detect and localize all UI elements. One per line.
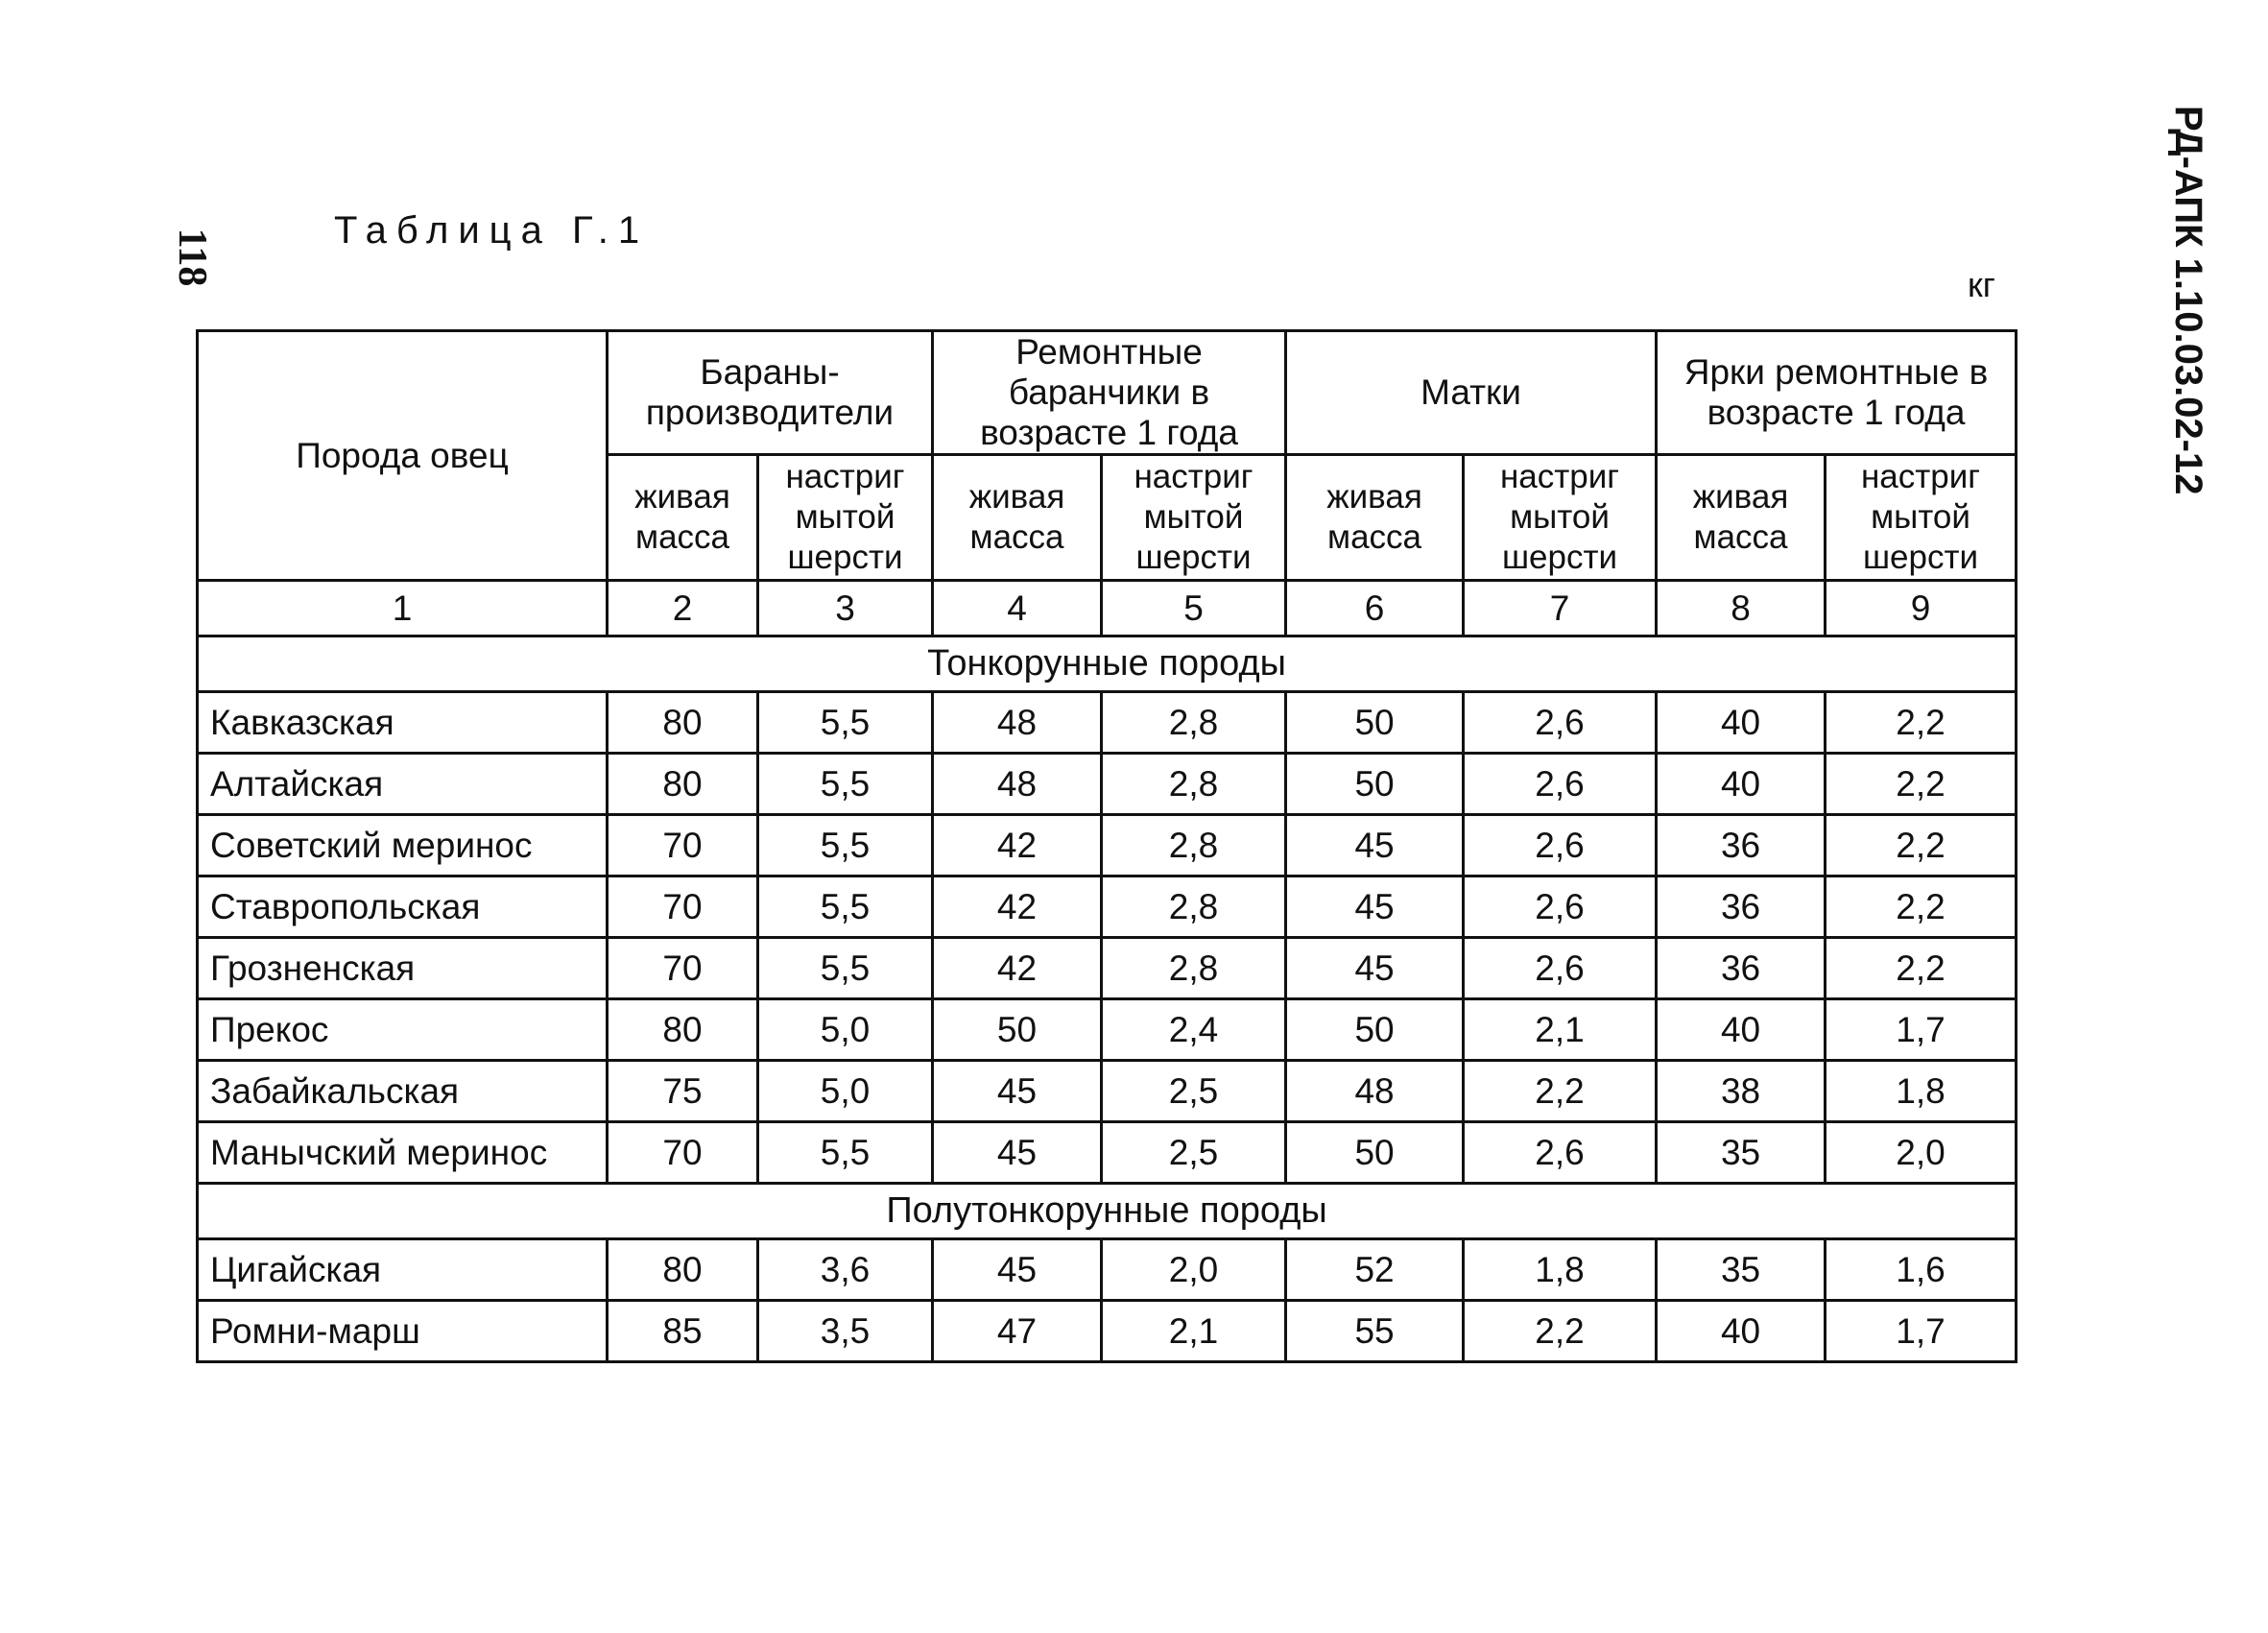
table-row [198,754,2017,815]
value-cell: 2,4 [1102,999,1286,1061]
table-row [198,1061,2017,1122]
table-row [198,815,2017,877]
value-cell: 45 [1286,815,1464,877]
section-title: Полутонкорунные породы [198,1184,2017,1239]
value-cell: 2,6 [1464,1122,1657,1184]
value-cell: 36 [1657,815,1826,877]
value-cell: 2,2 [1826,692,2017,754]
value-cell: 80 [608,754,758,815]
value-cell: 45 [933,1239,1102,1301]
value-cell: 2,8 [1102,815,1286,877]
value-cell: 2,6 [1464,877,1657,938]
value-cell: 42 [933,877,1102,938]
value-cell: 5,5 [758,815,933,877]
breed-name-cell: Кавказская [198,692,608,754]
column-number: 7 [1464,581,1657,636]
column-number: 1 [198,581,608,636]
breed-name-cell: Цигайская [198,1239,608,1301]
value-cell: 1,7 [1826,1301,2017,1362]
value-cell: 1,7 [1826,999,2017,1061]
breed-name-cell: Советский меринос [198,815,608,877]
value-cell: 38 [1657,1061,1826,1122]
value-cell: 45 [933,1122,1102,1184]
value-cell: 2,8 [1102,754,1286,815]
header-sub-wool-clip: настриг мытой шерсти [1102,455,1286,581]
value-cell: 52 [1286,1239,1464,1301]
value-cell: 2,2 [1464,1301,1657,1362]
header-sub-wool-clip: настриг мытой шерсти [1826,455,2017,581]
value-cell: 1,8 [1826,1061,2017,1122]
value-cell: 5,5 [758,754,933,815]
header-group-rams: Бараны-производители [608,331,933,455]
column-number: 5 [1102,581,1286,636]
value-cell: 5,5 [758,877,933,938]
breed-name-cell: Ромни-марш [198,1301,608,1362]
value-cell: 36 [1657,938,1826,999]
value-cell: 2,0 [1102,1239,1286,1301]
table-row [198,877,2017,938]
value-cell: 80 [608,999,758,1061]
value-cell: 40 [1657,692,1826,754]
value-cell: 35 [1657,1239,1826,1301]
value-cell: 70 [608,1122,758,1184]
table-row [198,1122,2017,1184]
table-row [198,1239,2017,1301]
value-cell: 5,5 [758,938,933,999]
value-cell: 48 [933,692,1102,754]
table-row [198,938,2017,999]
header-group-yearling-ewes: Ярки ремонтные в возрасте 1 года [1657,331,2017,455]
value-cell: 1,8 [1464,1239,1657,1301]
value-cell: 2,6 [1464,815,1657,877]
table-header [198,331,2017,636]
value-cell: 75 [608,1061,758,1122]
value-cell: 45 [1286,877,1464,938]
value-cell: 2,8 [1102,692,1286,754]
table-row [198,1301,2017,1362]
value-cell: 2,1 [1464,999,1657,1061]
breed-name-cell: Забайкальская [198,1061,608,1122]
header-breed: Порода овец [198,331,608,581]
table-row [198,692,2017,754]
value-cell: 40 [1657,1301,1826,1362]
value-cell: 55 [1286,1301,1464,1362]
page-number: 118 [170,228,214,287]
value-cell: 2,6 [1464,938,1657,999]
breed-name-cell: Прекос [198,999,608,1061]
value-cell: 2,1 [1102,1301,1286,1362]
value-cell: 2,8 [1102,938,1286,999]
header-sub-live-weight: живая масса [933,455,1102,581]
value-cell: 80 [608,692,758,754]
value-cell: 2,2 [1826,815,2017,877]
value-cell: 2,2 [1826,877,2017,938]
section-row [198,636,2017,692]
table-body [198,636,2017,1362]
column-number: 2 [608,581,758,636]
table-caption: Таблица Г.1 [334,209,650,252]
column-number: 9 [1826,581,2017,636]
value-cell: 2,2 [1826,938,2017,999]
value-cell: 3,6 [758,1239,933,1301]
value-cell: 5,0 [758,1061,933,1122]
value-cell: 50 [1286,754,1464,815]
value-cell: 45 [1286,938,1464,999]
value-cell: 70 [608,877,758,938]
breed-name-cell: Алтайская [198,754,608,815]
column-number: 4 [933,581,1102,636]
unit-label: кг [1968,265,1995,304]
value-cell: 45 [933,1061,1102,1122]
value-cell: 2,6 [1464,692,1657,754]
sheep-weight-table [196,329,2017,1363]
value-cell: 36 [1657,877,1826,938]
value-cell: 2,2 [1826,754,2017,815]
value-cell: 5,5 [758,1122,933,1184]
header-sub-wool-clip: настриг мытой шерсти [1464,455,1657,581]
header-sub-live-weight: живая масса [1657,455,1826,581]
header-sub-live-weight: живая масса [608,455,758,581]
header-group-row [198,331,2017,455]
value-cell: 40 [1657,999,1826,1061]
value-cell: 1,6 [1826,1239,2017,1301]
value-cell: 42 [933,815,1102,877]
section-row [198,1184,2017,1239]
header-sub-live-weight: живая масса [1286,455,1464,581]
value-cell: 50 [1286,1122,1464,1184]
value-cell: 2,8 [1102,877,1286,938]
column-number: 8 [1657,581,1826,636]
value-cell: 50 [1286,999,1464,1061]
column-number-row [198,581,2017,636]
value-cell: 3,5 [758,1301,933,1362]
value-cell: 2,2 [1464,1061,1657,1122]
value-cell: 42 [933,938,1102,999]
header-group-young-rams: Ремонтные баранчики в возрасте 1 года [933,331,1286,455]
value-cell: 2,5 [1102,1122,1286,1184]
header-group-ewes: Матки [1286,331,1657,455]
column-number: 6 [1286,581,1464,636]
value-cell: 80 [608,1239,758,1301]
breed-name-cell: Манычский меринос [198,1122,608,1184]
value-cell: 48 [1286,1061,1464,1122]
section-title: Тонкорунные породы [198,636,2017,692]
value-cell: 40 [1657,754,1826,815]
column-number: 3 [758,581,933,636]
value-cell: 70 [608,938,758,999]
breed-name-cell: Грозненская [198,938,608,999]
value-cell: 2,6 [1464,754,1657,815]
value-cell: 2,5 [1102,1061,1286,1122]
value-cell: 70 [608,815,758,877]
value-cell: 5,5 [758,692,933,754]
header-sub-wool-clip: настриг мытой шерсти [758,455,933,581]
value-cell: 5,0 [758,999,933,1061]
table-row [198,999,2017,1061]
value-cell: 48 [933,754,1102,815]
value-cell: 50 [1286,692,1464,754]
document-code: РД-АПК 1.10.03.02-12 [2167,106,2209,495]
value-cell: 2,0 [1826,1122,2017,1184]
breed-name-cell: Ставропольская [198,877,608,938]
value-cell: 50 [933,999,1102,1061]
value-cell: 47 [933,1301,1102,1362]
value-cell: 85 [608,1301,758,1362]
value-cell: 35 [1657,1122,1826,1184]
